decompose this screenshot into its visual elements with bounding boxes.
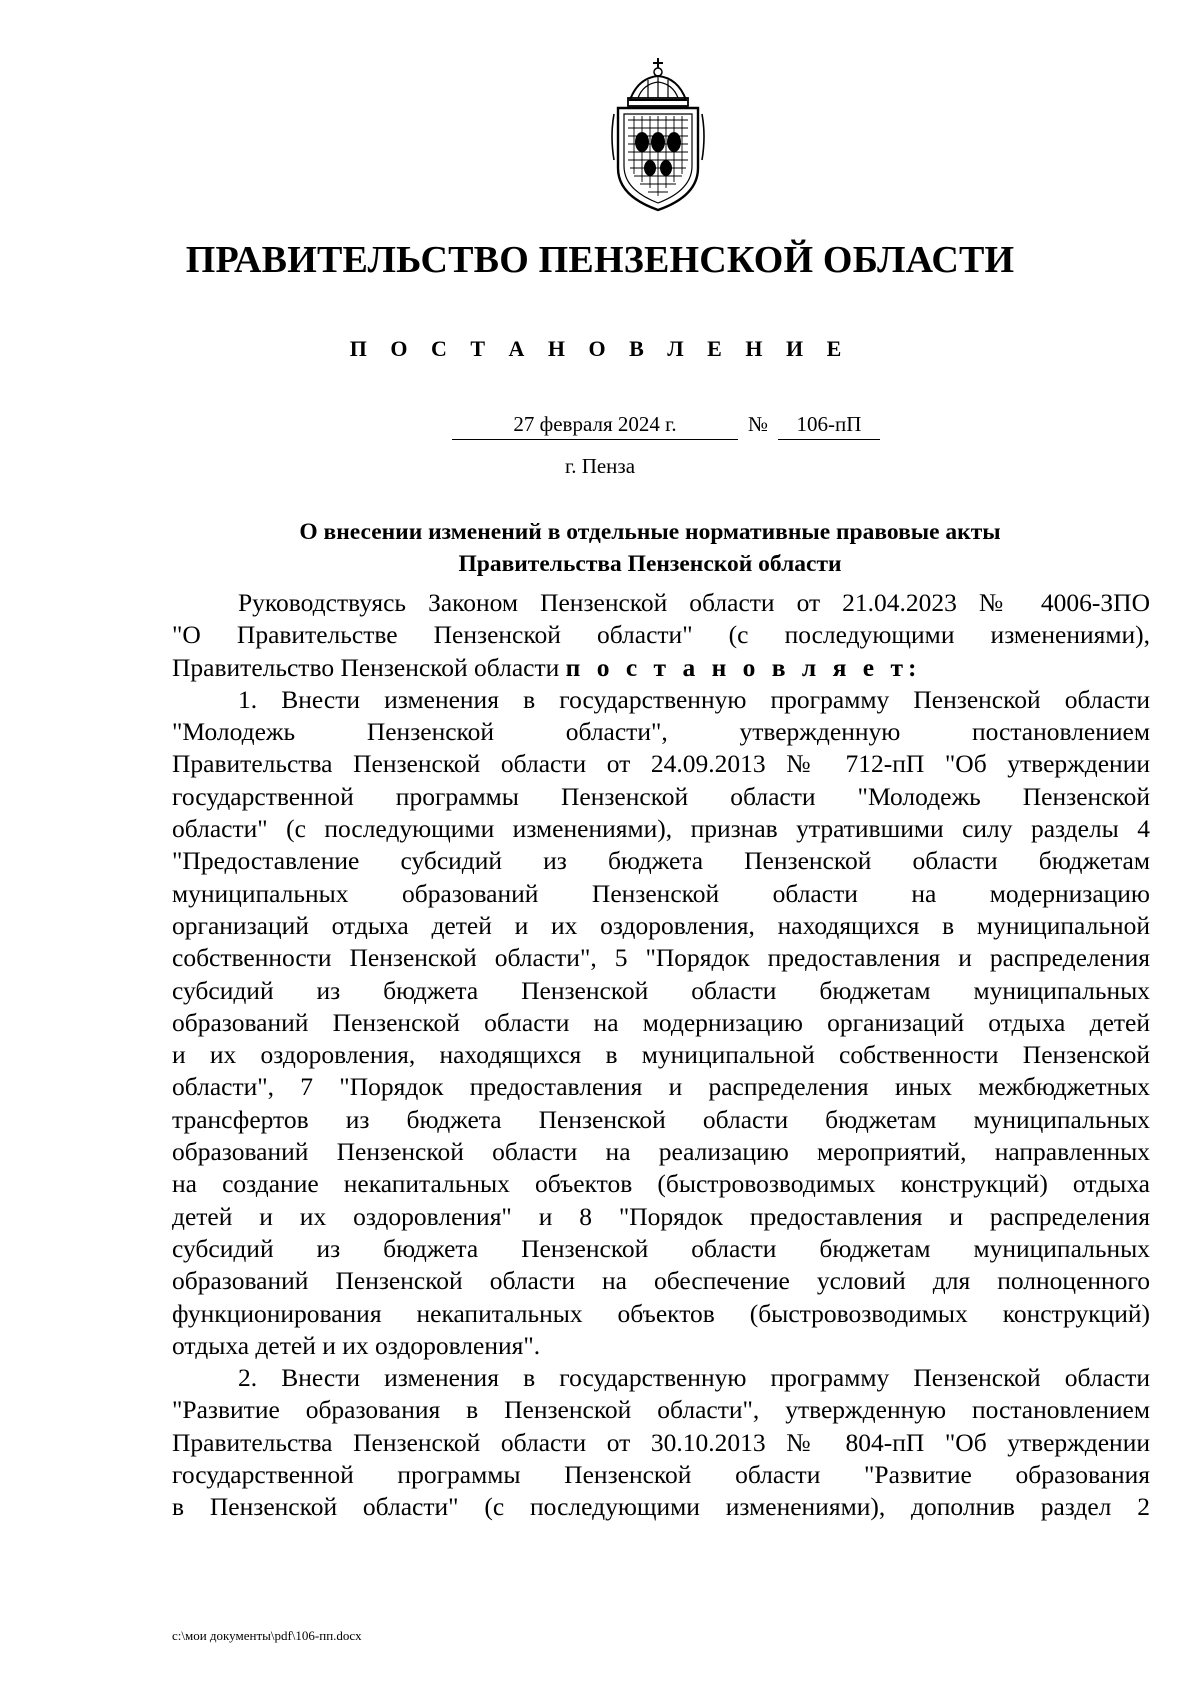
body-line: области", 7 "Порядок предоставления и распределения иных межбюджетных	[172, 1072, 1150, 1102]
body-line: "О Правительстве Пензенской области" (с последующими изменениями),	[172, 620, 1150, 650]
body-line: муниципальных образований Пензенской области на модернизацию	[172, 878, 1150, 908]
body-line: 1. Внести изменения в государственную программу Пензенской области	[238, 684, 1150, 714]
body-line: Правительства Пензенской области от 30.10.2013 № 804-пП "Об утверждении	[172, 1427, 1150, 1457]
decree-word: п о с т а н о в л я е т:	[565, 652, 922, 682]
body-line: "Предоставление субсидий из бюджета Пензенской области бюджетам	[172, 846, 1150, 876]
body-line	[172, 652, 1150, 684]
body-line-text: Правительство Пензенской области	[172, 652, 560, 682]
body-line: в Пензенской области" (с последующими изменениями), дополнив раздел 2	[172, 1492, 1150, 1522]
body-line: и их оздоровления, находящихся в муниципальной собственности Пензенской	[172, 1040, 1150, 1070]
body-line: образований Пензенской области на реализацию мероприятий, направленных	[172, 1137, 1150, 1167]
body-line: организаций отдыха детей и их оздоровления, находящихся в муниципальной	[172, 910, 1150, 940]
body-line: Правительства Пензенской области от 24.09.2013 № 712-пП "Об утверждении	[172, 749, 1150, 779]
document-type: П О С Т А Н О В Л Е Н И Е	[349, 336, 851, 361]
body-line: образований Пензенской области на обеспечение условий для полноценного	[172, 1266, 1150, 1296]
body-line: государственной программы Пензенской области "Молодежь Пензенской	[172, 781, 1150, 811]
body-line: функционирования некапитальных объектов (быстровозводимых конструкций)	[172, 1298, 1150, 1328]
body-line: субсидий из бюджета Пензенской области бюджетам муниципальных	[172, 975, 1150, 1005]
body-line: государственной программы Пензенской области "Развитие образования	[172, 1460, 1150, 1490]
authority-name: ПРАВИТЕЛЬСТВО ПЕНЗЕНСКОЙ ОБЛАСТИ	[185, 239, 1015, 281]
body-line: отдыха детей и их оздоровления".	[172, 1330, 541, 1360]
document-number: 106-пП	[778, 412, 880, 440]
document-body	[172, 587, 1150, 1524]
body-line: трансфертов из бюджета Пензенской области бюджетам муниципальных	[172, 1104, 1150, 1134]
body-line: субсидий из бюджета Пензенской области бюджетам муниципальных	[172, 1233, 1150, 1263]
body-line: образований Пензенской области на модернизацию организаций отдыха детей	[172, 1007, 1150, 1037]
body-line: "Молодежь Пензенской области", утвержденную постановлением	[172, 717, 1150, 747]
body-line: 2. Внести изменения в государственную программу Пензенской области	[238, 1363, 1150, 1393]
document-date: 27 февраля 2024 г.	[452, 412, 738, 440]
document-title-line-2: Правительства Пензенской области	[458, 551, 842, 577]
body-line: на создание некапитальных объектов (быстровозводимых конструкций) отдыха	[172, 1169, 1150, 1199]
body-line: области" (с последующими изменениями), признав утратившими силу разделы 4	[172, 814, 1150, 844]
document-title-line-1: О внесении изменений в отдельные нормативные правовые акты	[299, 519, 1001, 545]
body-line: "Развитие образования в Пензенской области", утвержденную постановлением	[172, 1395, 1150, 1425]
body-line: собственности Пензенской области", 5 "Порядок предоставления и распределения	[172, 943, 1150, 973]
file-path-footer: c:\мои документы\pdf\106-пп.docx	[172, 1628, 362, 1643]
document-city: г. Пенза	[564, 454, 636, 478]
number-sign: №	[748, 412, 769, 436]
body-line: детей и их оздоровления" и 8 "Порядок предоставления и распределения	[172, 1201, 1150, 1231]
coat-of-arms-emblem	[608, 56, 708, 214]
body-line: Руководствуясь Законом Пензенской области от 21.04.2023 № 4006-ЗПО	[238, 588, 1150, 617]
